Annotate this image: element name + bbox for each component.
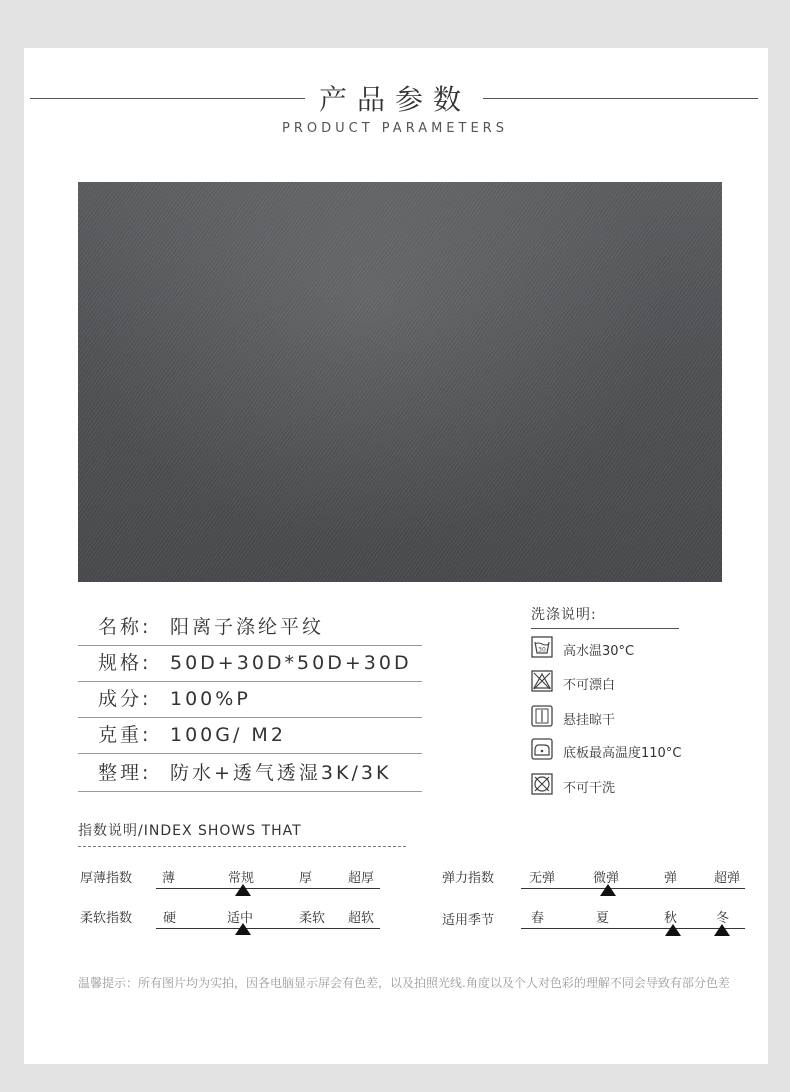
scale-marker — [600, 884, 616, 896]
spec-label: 整理: — [98, 762, 152, 784]
wash-temp-text: 30 — [538, 646, 546, 654]
no-dry-clean-icon — [531, 773, 553, 795]
spec-label: 名称: — [98, 616, 152, 638]
index-divider — [78, 846, 406, 847]
hang-dry-icon — [531, 705, 553, 727]
page-title: 产品参数 — [318, 83, 471, 116]
spec-row-name — [78, 609, 422, 646]
no-bleach-icon — [531, 670, 553, 692]
wash-item-text: 悬挂晾干 — [563, 713, 616, 728]
scale-line — [156, 928, 380, 929]
scale-option: 冬 — [716, 911, 730, 926]
wash-item-text: 不可干洗 — [563, 781, 616, 796]
scale-option: 超弹 — [714, 871, 741, 886]
spec-value: 100G/ M2 — [170, 724, 286, 746]
iron-icon — [531, 738, 553, 760]
spec-row-spec — [78, 645, 422, 682]
scale-option: 厚 — [299, 871, 313, 886]
wash-30-icon — [531, 636, 553, 658]
scale-option: 适中 — [227, 911, 254, 926]
scale-label: 适用季节 — [442, 913, 495, 928]
scale-label: 厚薄指数 — [80, 871, 133, 886]
spec-value: 防水+透气透湿3K/3K — [170, 762, 392, 784]
spec-value: 100%P — [170, 688, 251, 710]
spec-label: 规格: — [98, 652, 152, 674]
scale-option: 春 — [531, 911, 545, 926]
scale-option: 秋 — [664, 911, 678, 926]
spec-label: 成分: — [98, 688, 152, 710]
scale-marker — [714, 924, 730, 936]
scale-option: 硬 — [163, 911, 177, 926]
scale-label: 柔软指数 — [80, 911, 133, 926]
disclaimer-note: 温馨提示：所有图片均为实拍，因各电脑显示屏会有色差，以及拍照光线.角度以及个人对色彩的理解不同会导致有部分色差 — [78, 976, 730, 990]
spec-value: 50D+30D*50D+30D — [170, 652, 412, 674]
scale-option: 夏 — [596, 911, 610, 926]
scale-label: 弹力指数 — [442, 871, 495, 886]
scale-line — [521, 928, 745, 929]
scale-option: 常规 — [228, 871, 255, 886]
fabric-photo — [78, 182, 722, 582]
scale-option: 柔软 — [299, 911, 326, 926]
wash-item-text: 底板最高温度110°C — [563, 746, 682, 761]
spec-row-finish — [78, 755, 422, 792]
wash-item-text: 高水温30°C — [563, 644, 635, 659]
scale-option: 弹 — [664, 871, 678, 886]
spec-label: 克重: — [98, 724, 152, 746]
scale-marker — [235, 884, 251, 896]
scale-option: 无弹 — [529, 871, 556, 886]
scale-marker — [235, 923, 251, 935]
scale-option: 超软 — [348, 911, 375, 926]
spec-value: 阳离子涤纶平纹 — [170, 616, 325, 638]
page-subtitle: PRODUCT PARAMETERS — [282, 121, 508, 136]
index-title: 指数说明/INDEX SHOWS THAT — [78, 823, 302, 839]
wash-title: 洗涤说明: — [531, 604, 679, 629]
wash-item-text: 不可漂白 — [563, 678, 616, 693]
scale-option: 微弹 — [593, 871, 620, 886]
scale-option: 超厚 — [348, 871, 375, 886]
scale-marker — [665, 924, 681, 936]
spec-row-weight — [78, 717, 422, 754]
spec-row-composition — [78, 681, 422, 718]
scale-option: 薄 — [162, 871, 176, 886]
scale-line — [156, 888, 380, 889]
scale-line — [521, 888, 745, 889]
